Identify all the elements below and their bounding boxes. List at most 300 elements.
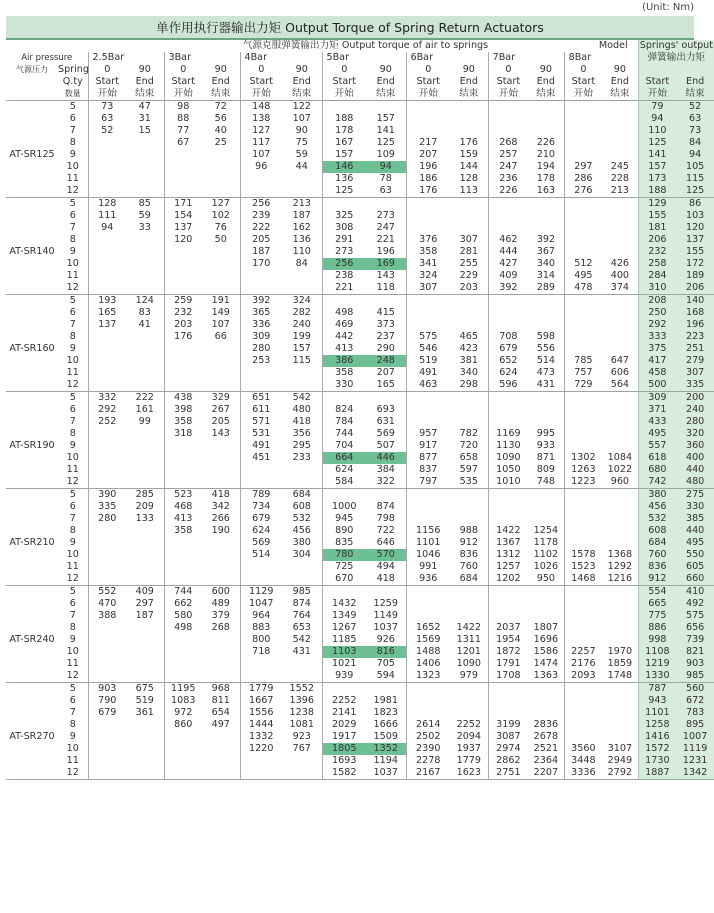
torque-value: 580: [164, 610, 202, 622]
torque-value: 1432: [322, 598, 366, 610]
torque-value: [602, 525, 638, 537]
torque-value: 1046: [406, 549, 450, 561]
torque-value: 836: [638, 561, 676, 573]
torque-value: [450, 404, 488, 416]
torque-value: [564, 295, 602, 308]
torque-value: 734: [240, 501, 282, 513]
torque-value: 356: [292, 428, 311, 439]
torque-value: 444: [488, 246, 528, 258]
torque-value: [564, 246, 602, 258]
table-row: [6, 646, 714, 658]
start-label: Start: [564, 76, 602, 88]
table-row: [6, 598, 714, 610]
torque-value: [126, 331, 164, 343]
torque-value: 253: [240, 355, 282, 367]
model-name: [6, 392, 58, 405]
end-label: End: [536, 76, 555, 87]
torque-value: [406, 586, 450, 599]
torque-value: 790: [88, 695, 126, 707]
spring-qty: 11: [66, 464, 79, 475]
torque-value: 285: [135, 489, 154, 500]
torque-value: 1367: [488, 537, 528, 549]
torque-value: 1185: [322, 634, 366, 646]
torque-value: 63: [676, 113, 714, 125]
torque-value: 137: [88, 319, 126, 331]
torque-value: 1101: [638, 707, 676, 719]
pressure-header: 8Bar: [564, 52, 638, 64]
torque-value: 255: [459, 258, 478, 269]
torque-value: 209: [135, 501, 154, 512]
torque-value: [528, 210, 564, 222]
torque-value: [164, 573, 202, 586]
model-name: [6, 367, 58, 379]
torque-value: 523: [164, 489, 202, 502]
torque-value: [126, 234, 164, 246]
air-pressure-label: Air pressure: [21, 53, 73, 63]
torque-value: 333: [638, 331, 676, 343]
torque-value: 178: [536, 173, 556, 184]
end-label: End: [676, 76, 714, 88]
torque-value: [450, 113, 488, 125]
spring-qty: 12: [58, 185, 88, 198]
torque-value: 398: [164, 404, 202, 416]
torque-value: 67: [164, 137, 202, 149]
torque-value: [450, 489, 488, 502]
torque-value: 605: [676, 561, 714, 573]
torque-value: 332: [88, 392, 126, 405]
torque-value: [450, 683, 488, 696]
table-row: [6, 610, 714, 622]
torque-value: 903: [88, 683, 126, 696]
torque-value: [88, 379, 126, 392]
torque-value: 340: [459, 367, 478, 378]
torque-value: 618: [638, 452, 676, 464]
torque-value: 1509: [373, 731, 398, 742]
torque-value: [322, 489, 366, 502]
torque-value: [528, 707, 564, 719]
torque-value: [126, 767, 164, 780]
torque-value: 228: [610, 173, 630, 184]
torque-value: 1302: [564, 452, 602, 464]
torque-value: 325: [322, 210, 366, 222]
torque-value: [126, 561, 164, 573]
torque-value: [164, 464, 202, 476]
torque-value: 358: [164, 416, 202, 428]
air-pressure-cn: 气源压力: [16, 65, 48, 74]
torque-value: 111: [88, 210, 126, 222]
torque-value: 784: [322, 416, 366, 428]
torque-value: 1779: [240, 683, 282, 696]
torque-value: 1259: [373, 598, 398, 609]
torque-value: [202, 452, 240, 464]
torque-value: [488, 392, 528, 405]
torque-value: 203: [450, 282, 488, 295]
table-row: [6, 319, 714, 331]
torque-value: 113: [450, 185, 488, 198]
torque-value: 514: [240, 549, 282, 561]
angle-end: 90: [138, 64, 151, 75]
torque-value: [528, 295, 564, 308]
table-row: [6, 573, 714, 586]
torque-value: 1119: [676, 743, 714, 755]
torque-value: 125: [376, 137, 395, 148]
torque-value: 1202: [488, 573, 528, 586]
torque-value: 797: [406, 476, 450, 489]
torque-value: 96: [240, 161, 282, 173]
torque-value: 653: [292, 622, 311, 633]
torque-value: [164, 452, 202, 464]
torque-value: 917: [406, 440, 450, 452]
torque-value: 1488: [406, 646, 450, 658]
torque-value: 148: [240, 101, 282, 114]
torque-value: 463: [406, 379, 450, 392]
model-name: [6, 464, 58, 476]
torque-value: 606: [610, 367, 630, 378]
torque-value: [528, 125, 564, 137]
torque-value: [88, 525, 126, 537]
torque-value: 167: [322, 137, 366, 149]
torque-value: 1323: [406, 670, 450, 683]
torque-value: 542: [292, 634, 311, 645]
torque-value: 3448: [564, 755, 602, 767]
torque-value: [488, 125, 528, 137]
torque-value: [322, 295, 366, 308]
torque-value: 107: [211, 319, 230, 330]
model-name: [6, 767, 58, 780]
table-row: [6, 525, 714, 537]
torque-value: 307: [406, 282, 450, 295]
torque-value: 289: [528, 282, 564, 295]
torque-value: 560: [676, 683, 714, 696]
torque-value: [602, 246, 638, 258]
torque-value: 161: [135, 404, 154, 415]
model-name: [6, 743, 58, 755]
torque-value: 257: [488, 149, 528, 161]
torque-value: 480: [676, 476, 714, 489]
table-row: [6, 452, 714, 464]
torque-value: [88, 355, 126, 367]
torque-value: 190: [211, 525, 230, 536]
torque-value: 739: [676, 634, 714, 646]
torque-value: [164, 270, 202, 282]
torque-value: 86: [676, 198, 714, 211]
spring-qty: 12: [58, 476, 88, 489]
spring-qty: 8: [69, 331, 76, 342]
torque-value: 877: [406, 452, 450, 464]
table-row: [6, 561, 714, 573]
spring-qty: 10: [66, 161, 79, 172]
torque-value: 133: [135, 513, 154, 524]
torque-value: [528, 392, 564, 405]
torque-value: 217: [406, 137, 450, 149]
start-cn: 开始: [564, 88, 602, 101]
torque-value: [126, 367, 164, 379]
torque-value: 79: [638, 101, 676, 114]
torque-value: [164, 670, 202, 683]
torque-value: 1037: [366, 767, 406, 780]
torque-value: 205: [240, 234, 282, 246]
torque-value: 173: [638, 173, 676, 185]
end-label: End: [459, 76, 478, 87]
table-row: [6, 622, 714, 634]
torque-value: 1263: [564, 464, 602, 476]
torque-value: 273: [376, 210, 395, 221]
torque-value: 136: [322, 173, 366, 185]
torque-value: 1917: [322, 731, 366, 743]
torque-value: 138: [240, 113, 282, 125]
torque-value: [564, 525, 602, 537]
torque-value: [564, 210, 602, 222]
torque-value: 767: [292, 743, 311, 754]
torque-value: 318: [164, 428, 202, 440]
torque-value: [202, 440, 240, 452]
end-label: End: [610, 76, 629, 87]
table-row: [6, 767, 714, 780]
table-row: [6, 234, 714, 246]
torque-value: [88, 343, 126, 355]
torque-value: 128: [88, 198, 126, 211]
table-row: [6, 185, 714, 198]
spring-qty: 5: [69, 586, 76, 597]
model-name: [6, 489, 58, 502]
torque-value: [322, 586, 366, 599]
table-row: [6, 695, 714, 707]
torque-value: 775: [638, 610, 676, 622]
torque-value: 304: [292, 549, 311, 560]
torque-value: 456: [638, 501, 676, 513]
torque-value: 431: [292, 646, 311, 657]
torque-value: 546: [406, 343, 450, 355]
torque-value: [164, 731, 202, 743]
torque-value: 1311: [456, 634, 482, 645]
torque-value: [564, 610, 602, 622]
torque-value: [366, 392, 406, 405]
torque-value: [406, 489, 450, 502]
torque-value: 704: [322, 440, 366, 452]
torque-value: [126, 161, 164, 173]
model-name: [6, 234, 58, 246]
torque-value: 564: [602, 379, 638, 392]
torque-value: [528, 683, 564, 696]
torque-value: [564, 537, 602, 549]
torque-value: [202, 367, 240, 379]
torque-value: 654: [211, 707, 230, 718]
torque-value: 73: [676, 125, 714, 137]
torque-value: 137: [676, 234, 714, 246]
torque-value: 575: [676, 610, 714, 622]
torque-value: [164, 173, 202, 185]
torque-value: 498: [164, 622, 202, 634]
torque-value: [406, 101, 450, 114]
torque-value: [564, 125, 602, 137]
torque-value: 163: [528, 185, 564, 198]
torque-value: 193: [88, 295, 126, 308]
torque-value: 157: [376, 113, 395, 124]
torque-value: 290: [376, 343, 395, 354]
torque-value: 251: [676, 343, 714, 355]
table-row: [6, 161, 714, 173]
torque-value: 2390: [406, 743, 450, 755]
torque-value: 226: [488, 185, 528, 198]
torque-value: 259: [164, 295, 202, 308]
air-to-springs-heading: 气源克服弹簧输出力矩 Output torque of air to springs: [242, 40, 489, 51]
torque-value: [488, 101, 528, 114]
model-name: [6, 428, 58, 440]
torque-value: 874: [292, 598, 311, 609]
torque-value: 336: [240, 319, 282, 331]
torque-value: [88, 428, 126, 440]
spring-qty: 5: [69, 489, 76, 500]
torque-value: 923: [292, 731, 311, 742]
torque-value: 480: [292, 404, 311, 415]
torque-value: [528, 307, 564, 319]
torque-value: 200: [676, 392, 714, 405]
torque-value: 2364: [533, 755, 559, 766]
torque-value: 498: [322, 307, 366, 319]
end-cn: 结束: [282, 88, 322, 101]
torque-value: [240, 173, 282, 185]
spring-qty: 7: [69, 125, 76, 136]
torque-value: 495: [676, 537, 714, 549]
torque-value: 31: [138, 113, 151, 124]
table-row: [6, 331, 714, 343]
spring-qty: 9: [69, 246, 76, 257]
angle-start: 0: [164, 64, 202, 76]
torque-value: 491: [406, 367, 450, 379]
torque-value: 679: [488, 343, 528, 355]
torque-value: [528, 416, 564, 428]
torque-value: [488, 319, 528, 331]
torque-value: 360: [676, 440, 714, 452]
torque-value: [164, 767, 202, 780]
torque-value: 512: [564, 258, 602, 270]
torque-value: [406, 125, 450, 137]
torque-value: 423: [459, 343, 478, 354]
torque-value: 291: [322, 234, 366, 246]
torque-value: 280: [88, 513, 126, 525]
torque-value: 764: [292, 610, 311, 621]
torque-value: [564, 440, 602, 452]
model-name: [6, 137, 58, 149]
torque-value: 3087: [488, 731, 528, 743]
torque-value: [88, 282, 126, 295]
torque-value: 50: [214, 234, 227, 245]
spring-qty: 12: [58, 379, 88, 392]
torque-value: [528, 610, 564, 622]
torque-value: [88, 161, 126, 173]
torque-value: [602, 101, 638, 114]
torque-value: 3107: [607, 743, 633, 754]
angle-end: 90: [214, 64, 227, 75]
torque-value: [164, 658, 202, 670]
torque-value: 2614: [406, 719, 450, 731]
torque-value: [528, 198, 564, 211]
spring-qty: 5: [69, 683, 76, 694]
torque-value: 1026: [533, 561, 559, 572]
torque-value: 720: [459, 440, 478, 451]
torque-value: 239: [240, 210, 282, 222]
torque-value: 1129: [240, 586, 282, 599]
torque-value: 569: [376, 428, 395, 439]
end-label: End: [292, 76, 311, 87]
torque-value: [164, 185, 202, 198]
torque-value: 783: [676, 707, 714, 719]
spring-qty: 7: [69, 707, 76, 718]
torque-value: [602, 331, 638, 343]
table-row: [6, 731, 714, 743]
torque-value: 995: [536, 428, 556, 439]
model-name: AT-SR140: [9, 246, 55, 257]
torque-value: 664: [322, 452, 366, 464]
torque-value: 78: [379, 173, 392, 184]
torque-value: 1422: [456, 622, 482, 633]
torque-value: 1779: [456, 755, 482, 766]
torque-value: [202, 379, 240, 392]
model-name: [6, 198, 58, 211]
torque-value: 392: [240, 295, 282, 308]
torque-value: 979: [450, 670, 488, 683]
torque-value: 742: [638, 476, 676, 489]
torque-value: [564, 404, 602, 416]
table-row: [6, 404, 714, 416]
torque-value: 165: [366, 379, 406, 392]
torque-value: [282, 658, 322, 670]
torque-value: [202, 173, 240, 185]
spring-label: Spring: [58, 64, 89, 75]
torque-value: 438: [164, 392, 202, 405]
torque-value: 985: [292, 586, 311, 597]
torque-value: [88, 670, 126, 683]
torque-value: 1050: [488, 464, 528, 476]
torque-value: 1623: [450, 767, 488, 780]
torque-value: 1238: [289, 707, 314, 718]
torque-value: 960: [602, 476, 638, 489]
table-row: [6, 537, 714, 549]
torque-value: 446: [366, 452, 406, 464]
model-name: [6, 598, 58, 610]
torque-value: 1582: [322, 767, 366, 780]
torque-value: 442: [322, 331, 366, 343]
torque-value: [528, 113, 564, 125]
torque-value: 392: [488, 282, 528, 295]
torque-value: [240, 670, 282, 683]
torque-value: 837: [406, 464, 450, 476]
torque-value: [602, 404, 638, 416]
torque-value: [602, 695, 638, 707]
torque-value: 374: [602, 282, 638, 295]
spring-qty: 8: [69, 428, 76, 439]
torque-value: [602, 428, 638, 440]
model-name: AT-SR270: [9, 731, 55, 742]
torque-value: 66: [214, 331, 227, 342]
end-cn: 结束: [202, 88, 240, 101]
start-label: Start: [488, 76, 528, 88]
model-name: [6, 270, 58, 282]
torque-value: [164, 258, 202, 270]
torque-value: [564, 634, 602, 646]
torque-value: [282, 173, 322, 185]
spring-qty: 12: [58, 573, 88, 586]
torque-value: 194: [536, 161, 556, 172]
torque-value: 760: [638, 549, 676, 561]
torque-value: 836: [459, 549, 478, 560]
torque-value: 94: [88, 222, 126, 234]
torque-value: 1368: [607, 549, 633, 560]
torque-value: [366, 683, 406, 696]
torque-value: [564, 343, 602, 355]
torque-value: 458: [638, 367, 676, 379]
angle-start: 0: [488, 64, 528, 76]
